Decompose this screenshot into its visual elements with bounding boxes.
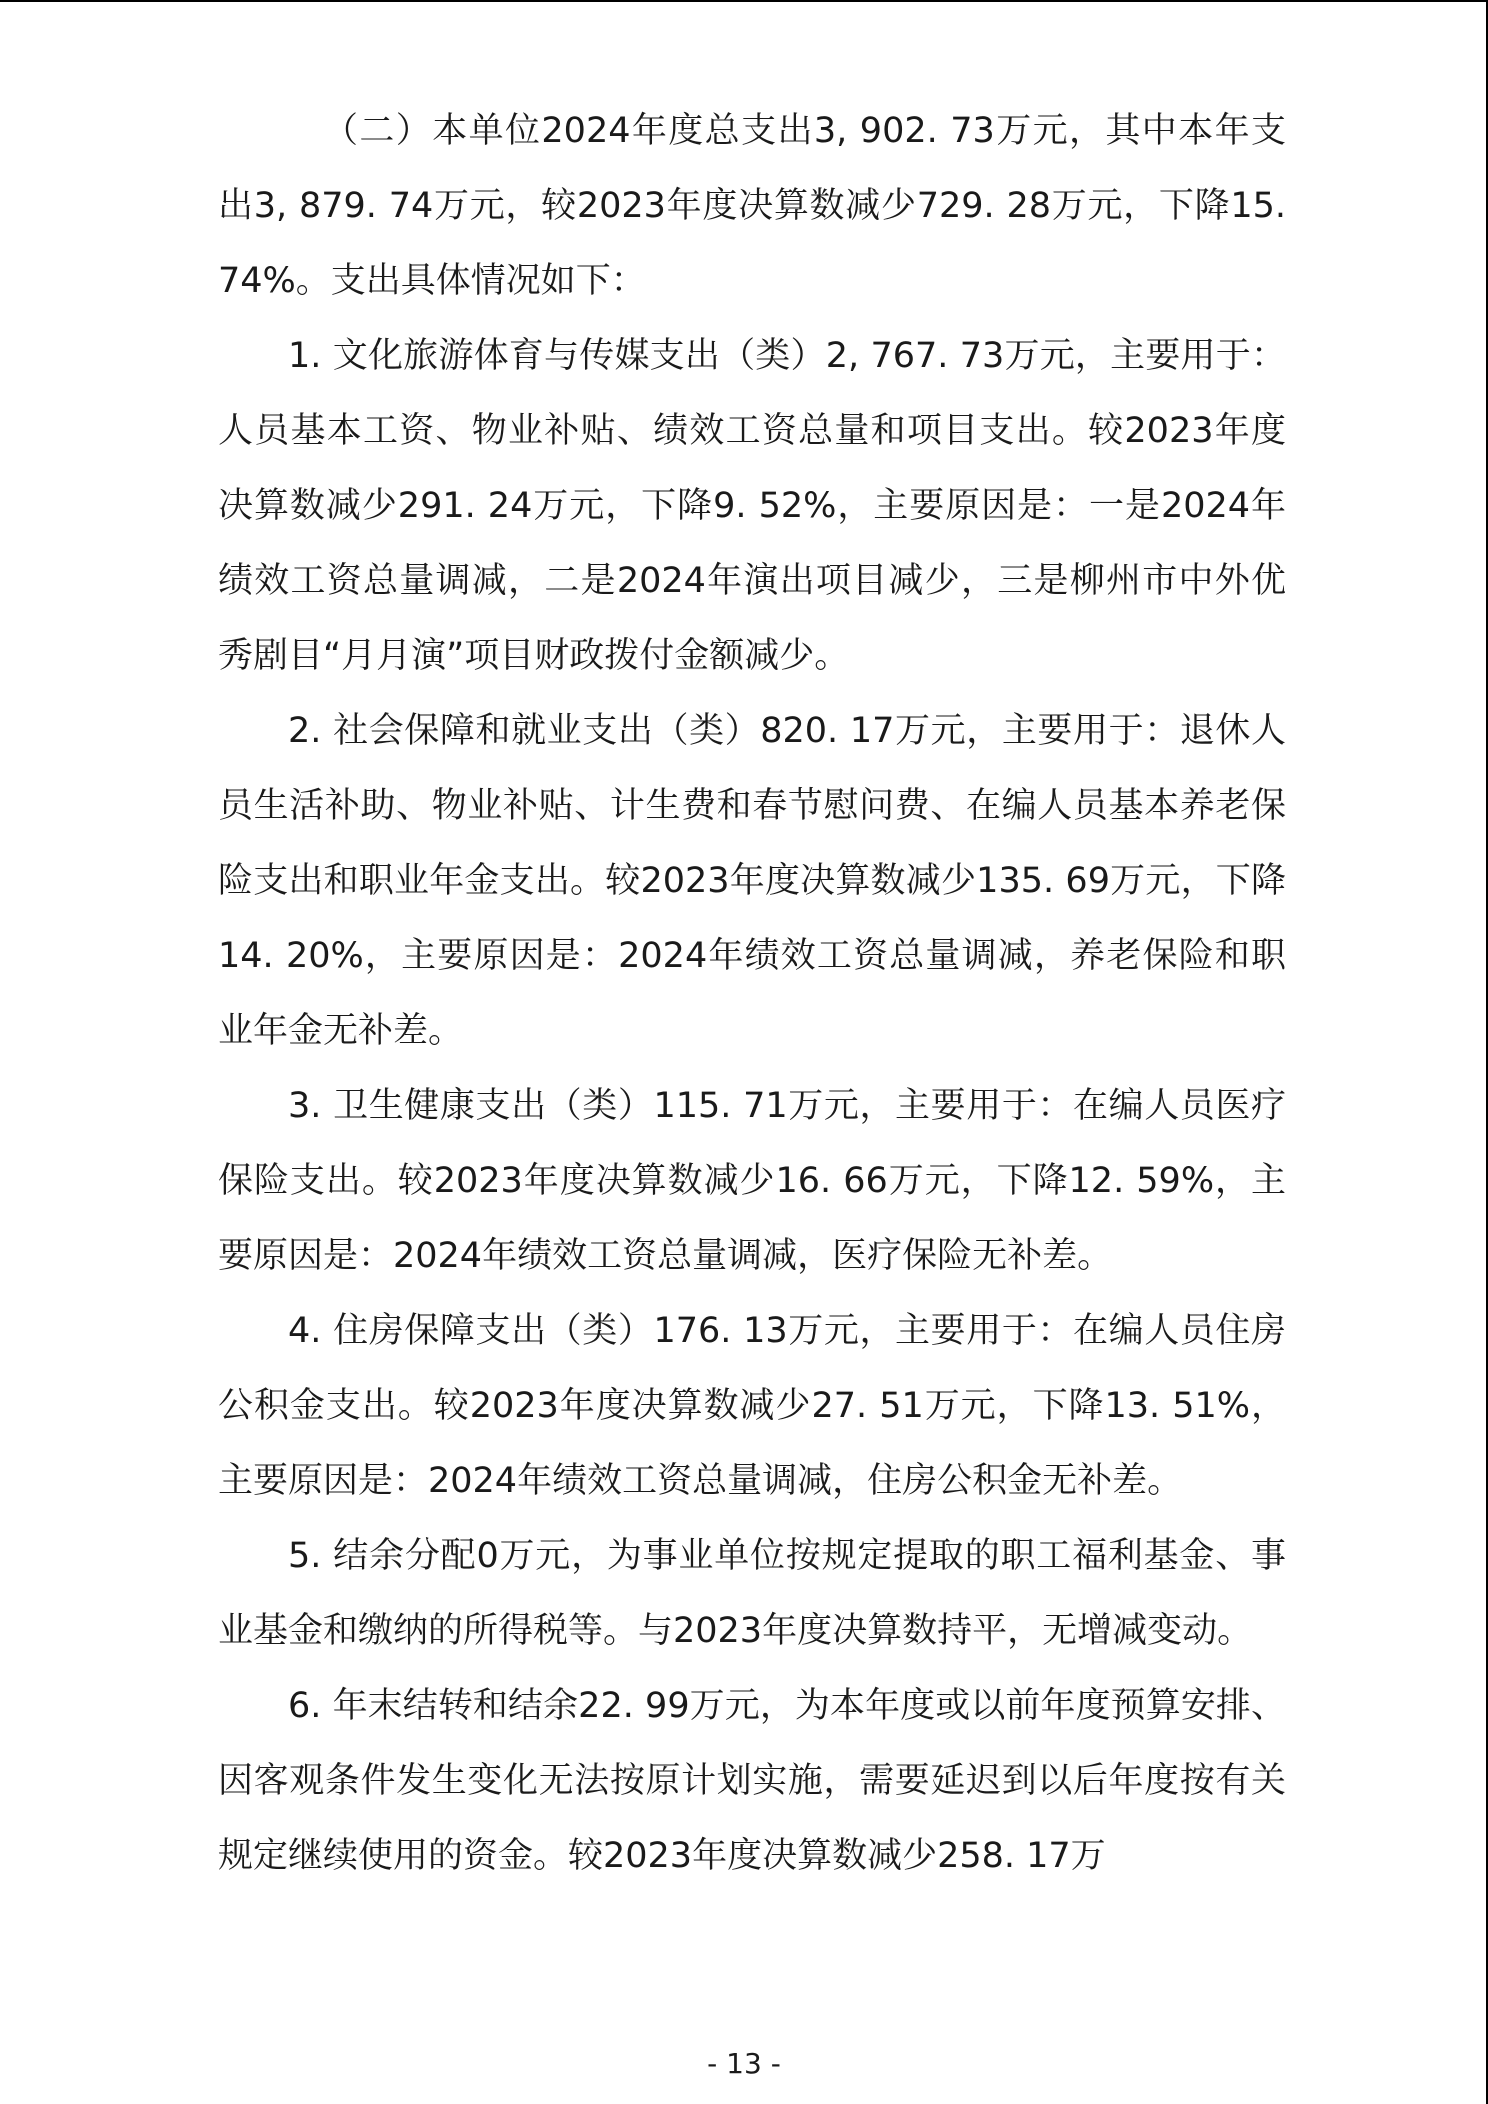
paragraph-total-expenditure: （二）本单位2024年度总支出3, 902. 73万元，其中本年支出3, 879. 74万元，较2023年度决算数减少729. 28万元，下降15. 74%。支出具体情况如下： (218, 111, 1286, 301)
paragraph-year-end-balance: 6. 年末结转和结余22. 99万元，为本年度或以前年度预算安排、因客观条件发生变化无法按原计划实施，需要延迟到以后年度按有关规定继续使用的资金。较2023年度决算数减少258. 17万 (218, 1686, 1286, 1876)
paragraph-health: 3. 卫生健康支出（类）115. 71万元，主要用于：在编人员医疗保险支出。较2023年度决算数减少16. 66万元，下降12. 59%，主要原因是：2024年绩效工资总量调减，医疗保险无补差。 (218, 1086, 1286, 1276)
document-body (218, 94, 1286, 1894)
paragraph-surplus-distribution: 5. 结余分配0万元，为事业单位按规定提取的职工福利基金、事业基金和缴纳的所得税等。与2023年度决算数持平，无增减变动。 (218, 1536, 1286, 1651)
paragraph-housing: 4. 住房保障支出（类）176. 13万元，主要用于：在编人员住房公积金支出。较2023年度决算数减少27. 51万元，下降13. 51%，主要原因是：2024年绩效工资总量调减，住房公积金无补差。 (218, 1311, 1286, 1501)
paragraph-social-security: 2. 社会保障和就业支出（类）820. 17万元，主要用于：退休人员生活补助、物业补贴、计生费和春节慰问费、在编人员基本养老保险支出和职业年金支出。较2023年度决算数减少135. 69万元，下降14. 20%，主要原因是：2024年绩效工资总量调减，养老保险和职业年金无补差。 (218, 711, 1286, 1051)
page-number: - 13 - (707, 2047, 781, 2080)
paragraph-culture-tourism: 1. 文化旅游体育与传媒支出（类）2, 767. 73万元，主要用于：人员基本工资、物业补贴、绩效工资总量和项目支出。较2023年度决算数减少291. 24万元，下降9. 52%，主要原因是：一是2024年绩效工资总量调减，二是2024年演出项目减少，三是柳州市中外优秀剧目“月月演”项目财政拨付金额减少。 (218, 336, 1286, 676)
